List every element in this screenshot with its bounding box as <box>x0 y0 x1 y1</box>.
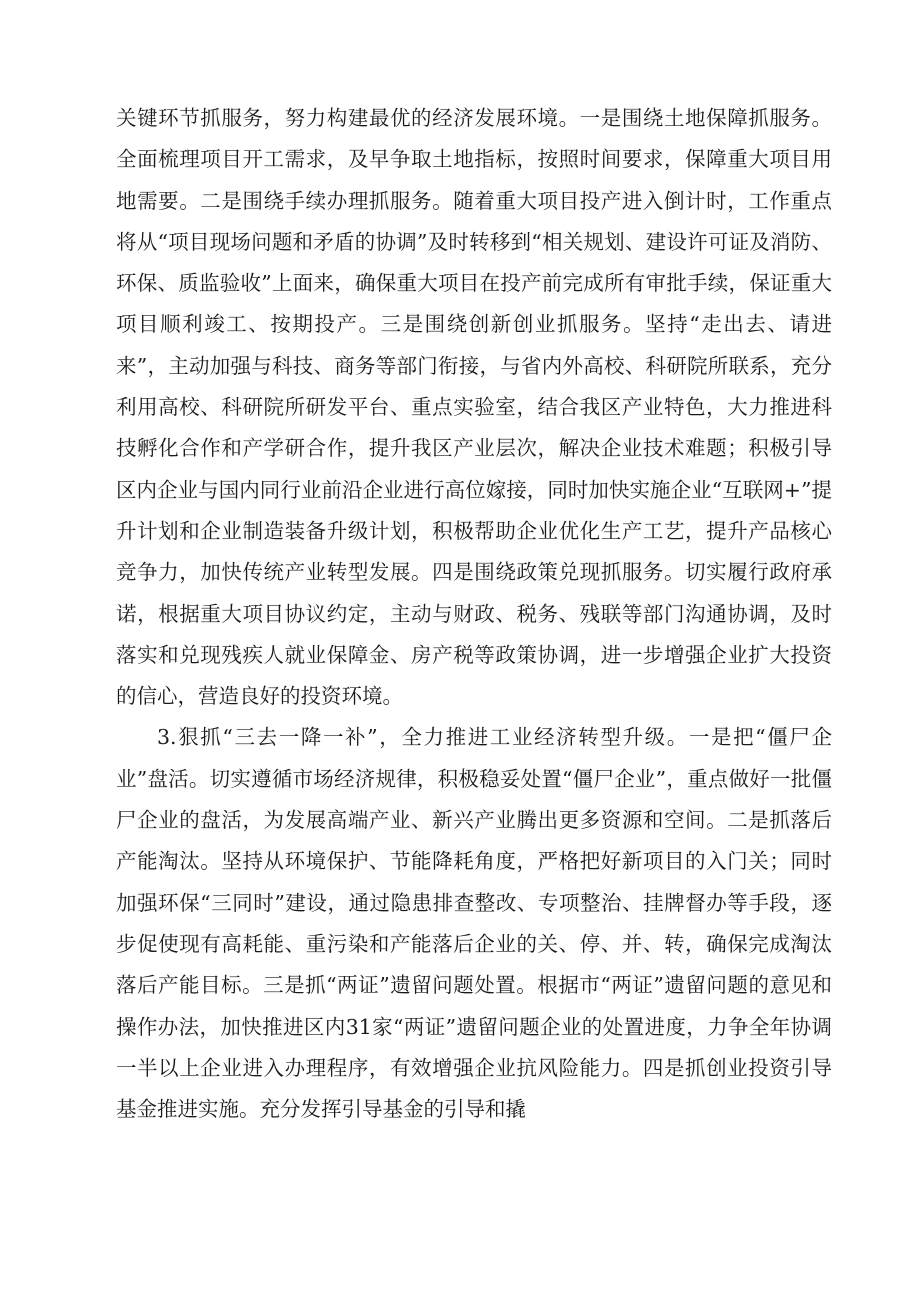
body-text <box>116 98 832 1130</box>
paragraph-continued-services: 关键环节抓服务，努力构建最优的经济发展环境。一是围绕土地保障抓服务。全面梳理项目开工需求，及早争取土地指标，按照时间要求，保障重大项目用地需要。二是围绕手续办理抓服务。随着重大项目投产进入倒计时，工作重点将从“项目现场问题和矛盾的协调”及时转移到“相关规划、建设许可证及消防、环保、质监验收”上面来，确保重大项目在投产前完成所有审批手续，保证重大项目顺利竣工、按期投产。三是围绕创新创业抓服务。坚持“走出去、请进来”，主动加强与科技、商务等部门衔接，与省内外高校、科研院所联系，充分利用高校、科研院所研发平台、重点实验室，结合我区产业特色，大力推进科技孵化合作和产学研合作，提升我区产业层次，解决企业技术难题；积极引导区内企业与国内同行业前沿企业进行高位嫁接，同时加快实施企业“互联网+”提升计划和企业制造装备升级计划，积极帮助企业优化生产工艺，提升产品核心竞争力，加快传统产业转型发展。四是围绕政策兑现抓服务。切实履行政府承诺，根据重大项目协议约定，主动与财政、税务、残联等部门沟通协调，及时落实和兑现残疾人就业保障金、房产税等政策协调，进一步增强企业扩大投资的信心，营造良好的投资环境。 <box>116 106 832 709</box>
paragraph-industrial-upgrade: 3.狠抓“三去一降一补”，全力推进工业经济转型升级。一是把“僵尸企业”盘活。切实遵循市场经济规律，积极稳妥处置“僵尸企业”，重点做好一批僵尸企业的盘活，为发展高端产业、新兴产业腾出更多资源和空间。二是抓落后产能淘汰。坚持从环境保护、节能降耗角度，严格把好新项目的入门关；同时加强环保“三同时”建设，通过隐患排查整改、专项整治、挂牌督办等手段，逐步促使现有高耗能、重污染和产能落后企业的关、停、并、转，确保完成淘汰落后产能目标。三是抓“两证”遗留问题处置。根据市“两证”遗留问题的意见和操作办法，加快推进区内31家“两证”遗留问题企业的处置进度，力争全年协调一半以上企业进入办理程序，有效增强企业抗风险能力。四是抓创业投资引导基金推进实施。充分发挥引导基金的引导和撬 <box>116 725 832 1122</box>
